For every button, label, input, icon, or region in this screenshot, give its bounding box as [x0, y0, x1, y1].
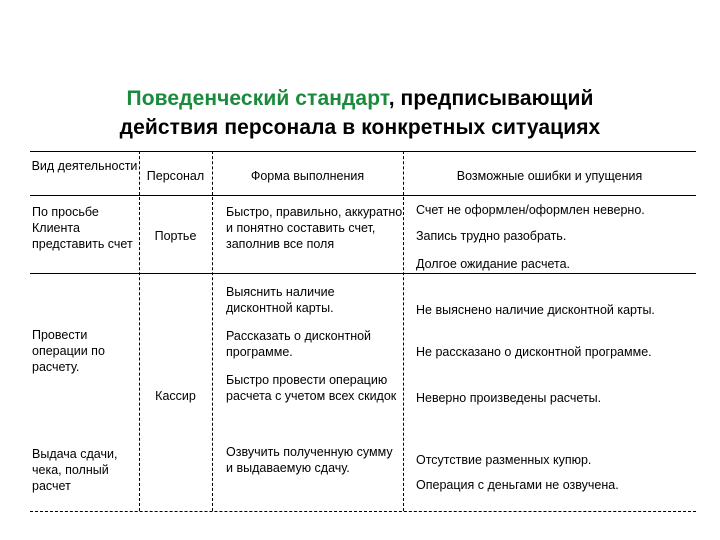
row3-error-1: Отсутствие разменных купюр.	[416, 453, 592, 467]
row3-form: Озвучить полученную сумму и выдаваемую сдачу.	[226, 445, 393, 475]
header-form: Форма выполнения	[250, 169, 365, 183]
row1-error-1: Счет не оформлен/оформлен неверно.	[416, 203, 645, 217]
header-bottom-border	[30, 195, 696, 196]
title-rest: , предписывающий	[388, 87, 594, 110]
title-accent: Поведенческий стандарт	[126, 87, 389, 110]
row3-error-2: Операция с деньгами не озвучена.	[416, 478, 619, 492]
row2-error-3: Неверно произведены расчеты.	[416, 391, 602, 405]
slide-title	[0, 84, 720, 142]
row1-form: Быстро, правильно, аккуратно и понятно составить счет, заполнив все поля	[226, 205, 403, 251]
row2-form-3: Быстро провести операцию расчета с учетом всех скидок	[226, 373, 397, 403]
column-separator-2	[212, 197, 213, 511]
row2-form-1: Выяснить наличие дисконтной карты.	[226, 285, 335, 315]
row2-form-2: Рассказать о дисконтной программе.	[226, 329, 372, 359]
row1-activity: По просьбе Клиента представить счет	[32, 205, 133, 251]
row2-error-1: Не выяснено наличие дисконтной карты.	[416, 303, 655, 317]
title-line-1	[0, 84, 720, 113]
column-separator-1	[139, 197, 140, 511]
header-staff: Персонал	[146, 169, 205, 183]
table-top-border	[30, 151, 696, 152]
row1-bottom-border	[30, 273, 696, 274]
behavior-standard-table	[30, 151, 696, 512]
table-bottom-border	[30, 511, 696, 512]
row1-error-2: Запись трудно разобрать.	[416, 229, 567, 243]
row3-activity: Выдача сдачи, чека, полный расчет	[32, 447, 118, 493]
row2-staff: Кассир	[155, 389, 196, 403]
row1-staff: Портье	[154, 229, 197, 243]
header-activity: Вид деятельности	[31, 159, 138, 173]
title-line-2: действия персонала в конкретных ситуациях	[119, 116, 601, 139]
header-errors: Возможные ошибки и упущения	[456, 169, 643, 183]
row1-error-3: Долгое ожидание расчета.	[416, 257, 571, 271]
row2-activity: Провести операции по расчету.	[32, 328, 105, 374]
row2-error-2: Не рассказано о дисконтной программе.	[416, 345, 652, 359]
